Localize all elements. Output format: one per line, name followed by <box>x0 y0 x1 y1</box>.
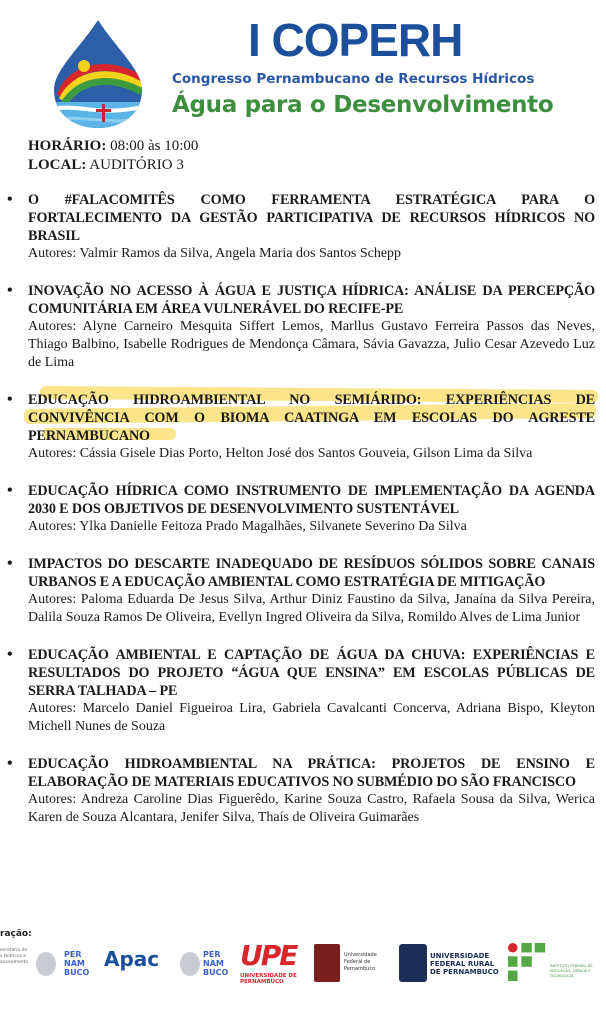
paper-title: O #FALACOMITÊS COMO FERRAMENTA ESTRATÉGICA PARA O FORTALECIMENTO DA GESTÃO PARTICIPATIVA DE RECURSOS HÍDRICOS NO BRASIL <box>28 192 595 244</box>
list-item <box>7 646 595 736</box>
list-item <box>7 391 595 463</box>
place-value: AUDITÓRIO 3 <box>89 157 184 173</box>
session-time <box>28 137 198 155</box>
coperh-logo <box>50 18 146 130</box>
paper-title: EDUCAÇÃO AMBIENTAL E CAPTAÇÃO DE ÁGUA DA CHUVA: EXPERIÊNCIAS E RESULTADOS DO PROJETO “ÁGUA QUE ENSINA” EM ESCOLAS PÚBLICAS DE SERRA TALHADA – PE <box>28 647 595 699</box>
pe-seal-icon <box>36 952 56 976</box>
ufrpe-text: UNIVERSIDADE FEDERAL RURAL DE PERNAMBUCO <box>430 952 499 976</box>
ufpe-text: Universidade Federal de Pernambuco <box>344 952 377 972</box>
pe-seal-icon <box>180 952 200 976</box>
bullet: • <box>7 282 13 299</box>
apac-logo: Apac <box>104 947 160 971</box>
place-label: LOCAL: <box>28 157 87 173</box>
if-text: INSTITUTO FEDERAL DE EDUCAÇÃO, CIÊNCIA E TECNOLOGIA <box>550 964 593 978</box>
paper-authors: Autores: Andreza Caroline Dias Figuerêdo, Karine Souza Castro, Rafaela Sousa da Silva, Werica Karen de Souza Alcantara, Jenifer Silva, Thaís de Oliveira Guimarães <box>28 792 595 825</box>
paper-list <box>7 191 595 846</box>
paper-title: IMPACTOS DO DESCARTE INADEQUADO DE RESÍDUOS SÓLIDOS SOBRE CANAIS URBANOS E A EDUCAÇÃO AMBIENTAL COMO ESTRATÉGIA DE MITIGAÇÃO <box>28 556 595 590</box>
bullet: • <box>7 191 13 208</box>
paper-authors: Autores: Valmir Ramos da Silva, Angela Maria dos Santos Schepp <box>28 246 402 261</box>
paper-title: INOVAÇÃO NO ACESSO À ÁGUA E JUSTIÇA HÍDRICA: ANÁLISE DA PERCEPÇÃO COMUNITÁRIA EM ÁREA VULNERÁVEL DO RECIFE-PE <box>28 283 595 317</box>
list-item <box>7 555 595 627</box>
paper-title: EDUCAÇÃO HIDROAMBIENTAL NA PRÁTICA: PROJETOS DE ENSINO E ELABORAÇÃO DE MATERIAIS EDUCATIVOS NO SUBMÉDIO DO SÃO FRANCISCO <box>28 756 595 790</box>
paper-authors: Autores: Ylka Danielle Feitoza Prado Magalhães, Silvanete Severino Da Silva <box>28 519 467 534</box>
event-title: I COPERH <box>248 14 463 66</box>
paper-authors: Autores: Marcelo Daniel Figueiroa Lira, Gabriela Cavalcanti Concerva, Adriana Bispo, Kleyton Michell Nunes de Souza <box>28 701 595 734</box>
list-item <box>7 755 595 827</box>
pernambuco-logo: PER NAM BUCO <box>64 950 90 977</box>
bullet: • <box>7 646 13 663</box>
paper-authors: Autores: Alyne Carneiro Mesquita Siffert Lemos, Marllus Gustavo Ferreira Passos das Neves, Thiago Balbino, Isabelle Rodrigues de Mendonça Câmara, Sávia Gavazza, Julio Cesar Azevedo Luz de Lima <box>28 319 595 370</box>
ufpe-crest-icon <box>314 944 340 982</box>
secretaria-logo-text: ecretaria de s Hídricos e anceamento <box>0 948 29 965</box>
bullet: • <box>7 482 13 499</box>
time-value: 08:00 às 10:00 <box>110 138 199 154</box>
paper-title: EDUCAÇÃO HIDROAMBIENTAL NO SEMIÁRIDO: EXPERIÊNCIAS DE CONVIVÊNCIA COM O BIOMA CAATINGA EM ESCOLAS DO AGRESTE PERNAMBUCANO <box>28 392 595 444</box>
bullet: • <box>7 391 13 408</box>
if-logo-icon <box>508 942 548 982</box>
footer-label: ração: <box>0 929 32 939</box>
time-label: HORÁRIO: <box>28 138 107 154</box>
paper-title: EDUCAÇÃO HÍDRICA COMO INSTRUMENTO DE IMPLEMENTAÇÃO DA AGENDA 2030 E DOS OBJETIVOS DE DESENVOLVIMENTO SUSTENTÁVEL <box>28 483 595 517</box>
event-slogan: Água para o Desenvolvimento <box>172 92 554 118</box>
pernambuco-logo: PER NAM BUCO <box>203 950 229 977</box>
upe-text: UNIVERSIDADE DE PERNAMBUCO <box>240 973 297 985</box>
list-item <box>7 191 595 263</box>
ufrpe-crest-icon <box>399 944 427 982</box>
paper-authors: Autores: Cássia Gisele Dias Porto, Helton José dos Santos Gouveia, Gilson Lima da Silva <box>28 446 533 461</box>
bullet: • <box>7 755 13 772</box>
list-item <box>7 482 595 536</box>
list-item <box>7 282 595 372</box>
paper-authors: Autores: Paloma Eduarda De Jesus Silva, Arthur Diniz Faustino da Silva, Janaína da Silva Pereira, Dalila Souza Ramos De Oliveira, Evellyn Ingred Oliveira da Silva, Romildo Alves de Lima Junior <box>28 592 595 625</box>
upe-logo: UPE <box>240 939 297 972</box>
session-place <box>28 156 184 174</box>
water-drop-icon <box>50 18 146 130</box>
bullet: • <box>7 555 13 572</box>
event-subtitle: Congresso Pernambucano de Recursos Hídricos <box>172 71 535 87</box>
